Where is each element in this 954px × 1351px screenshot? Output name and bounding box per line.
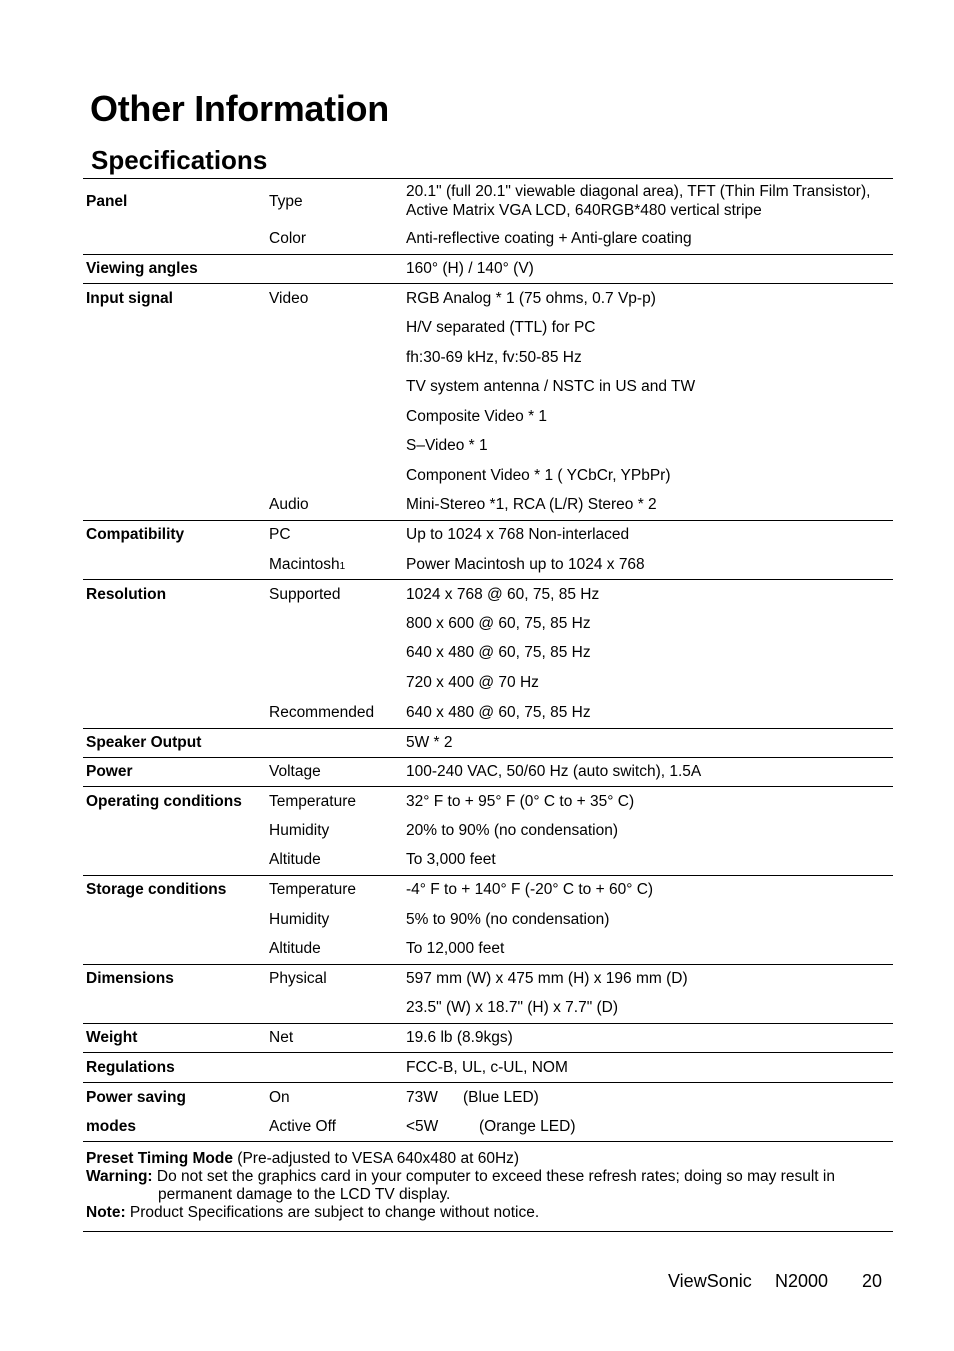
storage-conditions-label: Storage conditions	[86, 881, 227, 898]
resolution-supported-value: 1024 x 768 @ 60, 75, 85 Hz	[406, 586, 600, 603]
panel-label: Panel	[86, 193, 128, 210]
power-saving-on-watts: 73W	[406, 1089, 438, 1106]
section-title: Specifications	[91, 145, 268, 175]
resolution-supported-value: 800 x 600 @ 60, 75, 85 Hz	[406, 615, 591, 632]
input-video-label: Video	[269, 290, 309, 307]
power-voltage-value: 100-240 VAC, 50/60 Hz (auto switch), 1.5A	[406, 763, 702, 780]
power-saving-off-label: Active Off	[269, 1118, 336, 1135]
compat-mac-value: Power Macintosh up to 1024 x 768	[406, 556, 645, 573]
regulations-label: Regulations	[86, 1059, 175, 1076]
operating-altitude-label: Altitude	[269, 851, 321, 868]
panel-color-label: Color	[269, 230, 307, 247]
weight-net-value: 19.6 lb (8.9kgs)	[406, 1029, 513, 1046]
viewing-angles-label: Viewing angles	[86, 260, 198, 277]
preset-timing-note	[86, 1150, 886, 1168]
table-rule	[83, 757, 893, 758]
input-video-value: RGB Analog * 1 (75 ohms, 0.7 Vp-p)	[406, 290, 656, 307]
power-voltage-label: Voltage	[269, 763, 321, 780]
storage-humidity-value: 5% to 90% (no condensation)	[406, 911, 610, 928]
footer-page-number: 20	[862, 1271, 883, 1291]
page-title: Other Information	[90, 88, 389, 129]
operating-temperature-value: 32° F to + 95° F (0° C to + 35° C)	[406, 793, 635, 810]
table-rule	[83, 579, 893, 580]
compat-pc-label: PC	[269, 526, 291, 543]
regulations-value: FCC-B, UL, c-UL, NOM	[406, 1059, 568, 1076]
input-audio-value: Mini-Stereo *1, RCA (L/R) Stereo * 2	[406, 496, 657, 513]
input-video-value: H/V separated (TTL) for PC	[406, 319, 596, 336]
preset-timing-heading: Preset Timing Mode	[86, 1150, 233, 1167]
note-heading: Note:	[86, 1204, 126, 1221]
dimensions-label: Dimensions	[86, 970, 174, 987]
operating-conditions-label: Operating conditions	[86, 793, 242, 810]
power-saving-label: Power saving	[86, 1089, 186, 1106]
product-note	[86, 1204, 886, 1222]
notes-block	[86, 1150, 886, 1222]
table-rule	[83, 254, 893, 255]
footer-model: N2000	[775, 1271, 829, 1291]
input-video-value: TV system antenna / NSTC in US and TW	[406, 378, 696, 395]
panel-type-label: Type	[269, 193, 303, 210]
table-rule	[83, 283, 893, 284]
compat-mac-footnote: 1	[339, 561, 346, 572]
storage-temperature-label: Temperature	[269, 881, 357, 898]
footer-brand: ViewSonic	[668, 1271, 752, 1291]
operating-humidity-label: Humidity	[269, 822, 330, 839]
viewing-angles-value: 160° (H) / 140° (V)	[406, 260, 534, 277]
panel-type-value: 20.1" (full 20.1" viewable diagonal area), TFT (Thin Film Transistor),	[406, 183, 871, 200]
compatibility-label: Compatibility	[86, 526, 185, 543]
operating-altitude-value: To 3,000 feet	[406, 851, 496, 868]
warning-text: Do not set the graphics card in your computer to exceed these refresh rates; doing so may result in	[152, 1168, 835, 1185]
table-rule	[83, 520, 893, 521]
power-label: Power	[86, 763, 133, 780]
warning-heading: Warning:	[86, 1168, 153, 1185]
note-text: Product Specifications are subject to change without notice.	[125, 1204, 540, 1221]
input-video-value: Composite Video * 1	[406, 408, 548, 425]
compat-mac-label	[269, 556, 345, 576]
table-rule	[83, 875, 893, 876]
power-saving-on-led: (Blue LED)	[463, 1089, 539, 1106]
table-rule	[83, 964, 893, 965]
input-video-value: fh:30-69 kHz, fv:50-85 Hz	[406, 349, 582, 366]
panel-type-value-cont: Active Matrix VGA LCD, 640RGB*480 vertical stripe	[406, 202, 762, 219]
resolution-supported-value: 720 x 400 @ 70 Hz	[406, 674, 539, 691]
weight-net-label: Net	[269, 1029, 294, 1046]
input-video-value: S–Video * 1	[406, 437, 488, 454]
preset-timing-text: (Pre-adjusted to VESA 640x480 at 60Hz)	[233, 1150, 520, 1167]
storage-altitude-label: Altitude	[269, 940, 321, 957]
resolution-supported-label: Supported	[269, 586, 341, 603]
table-rule	[83, 1052, 893, 1053]
resolution-recommended-label: Recommended	[269, 704, 375, 721]
warning-note	[86, 1168, 886, 1186]
power-saving-off-led: (Orange LED)	[479, 1118, 576, 1135]
power-saving-label-cont: modes	[86, 1118, 136, 1135]
compat-pc-value: Up to 1024 x 768 Non-interlaced	[406, 526, 630, 543]
table-rule	[83, 1231, 893, 1232]
power-saving-off-watts: <5W	[406, 1118, 439, 1135]
input-signal-label: Input signal	[86, 290, 173, 307]
storage-temperature-value: -4° F to + 140° F (-20° C to + 60° C)	[406, 881, 654, 898]
storage-altitude-value: To 12,000 feet	[406, 940, 505, 957]
table-rule	[83, 1141, 893, 1142]
panel-color-value: Anti-reflective coating + Anti-glare coating	[406, 230, 692, 247]
power-saving-on-label: On	[269, 1089, 290, 1106]
dimensions-metric-value: 597 mm (W) x 475 mm (H) x 196 mm (D)	[406, 970, 688, 987]
resolution-recommended-value: 640 x 480 @ 60, 75, 85 Hz	[406, 704, 591, 721]
resolution-label: Resolution	[86, 586, 167, 603]
compat-mac-text: Macintosh	[269, 556, 340, 573]
weight-label: Weight	[86, 1029, 138, 1046]
speaker-output-label: Speaker Output	[86, 734, 202, 751]
table-rule	[83, 1082, 893, 1083]
table-rule	[83, 1023, 893, 1024]
resolution-supported-value: 640 x 480 @ 60, 75, 85 Hz	[406, 644, 591, 661]
operating-temperature-label: Temperature	[269, 793, 357, 810]
table-rule	[83, 728, 893, 729]
table-rule	[83, 178, 893, 179]
table-rule	[83, 786, 893, 787]
input-audio-label: Audio	[269, 496, 309, 513]
warning-text-cont: permanent damage to the LCD TV display.	[158, 1186, 451, 1203]
operating-humidity-value: 20% to 90% (no condensation)	[406, 822, 618, 839]
speaker-output-value: 5W * 2	[406, 734, 453, 751]
storage-humidity-label: Humidity	[269, 911, 330, 928]
dimensions-physical-label: Physical	[269, 970, 327, 987]
dimensions-imperial-value: 23.5" (W) x 18.7" (H) x 7.7" (D)	[406, 999, 619, 1016]
input-video-value: Component Video * 1 ( YCbCr, YPbPr)	[406, 467, 671, 484]
